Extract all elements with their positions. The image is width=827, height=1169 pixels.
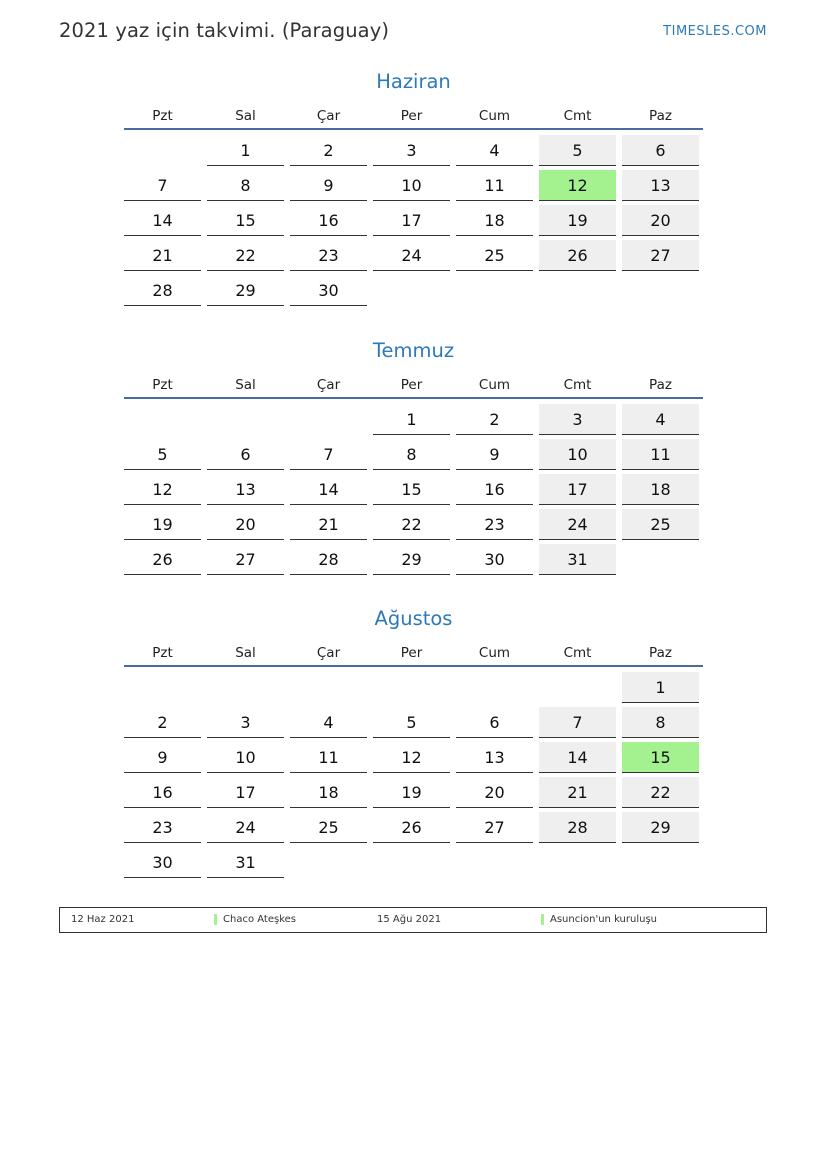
holiday-day-cell: 12 (539, 170, 616, 201)
day-cell: 4 (622, 404, 699, 435)
empty-cell (456, 672, 533, 703)
day-cell: 21 (539, 777, 616, 808)
day-cell: 15 (373, 474, 450, 505)
day-cell: 26 (539, 240, 616, 271)
day-cell: 22 (207, 240, 284, 271)
day-cell: 10 (373, 170, 450, 201)
days-grid (124, 672, 703, 878)
days-grid (124, 404, 703, 575)
day-cell: 11 (622, 439, 699, 470)
weekday-label: Per (400, 377, 423, 393)
weekday-label: Sal (235, 645, 256, 661)
day-cell: 21 (124, 240, 201, 271)
day-cell: 20 (622, 205, 699, 236)
weekday-label: Çar (316, 377, 341, 393)
weekday-label: Pzt (152, 377, 173, 393)
brand-link[interactable]: TIMESLES.COM (663, 24, 767, 39)
day-cell: 3 (207, 707, 284, 738)
weekday-label: Cmt (563, 377, 592, 393)
day-cell: 28 (124, 275, 201, 306)
holiday-marker (214, 914, 217, 925)
day-cell: 5 (373, 707, 450, 738)
legend-date: 12 Haz 2021 (71, 914, 135, 925)
day-cell: 5 (124, 439, 201, 470)
day-cell: 13 (622, 170, 699, 201)
day-cell: 29 (207, 275, 284, 306)
month-title: Temmuz (372, 339, 455, 362)
day-cell: 19 (124, 509, 201, 540)
day-cell: 19 (373, 777, 450, 808)
day-cell: 30 (456, 544, 533, 575)
day-cell: 1 (373, 404, 450, 435)
empty-cell (290, 404, 367, 435)
day-cell: 23 (124, 812, 201, 843)
day-cell: 7 (290, 439, 367, 470)
day-cell: 27 (622, 240, 699, 271)
days-grid (124, 135, 703, 306)
day-cell: 11 (456, 170, 533, 201)
weekday-label: Cum (478, 108, 511, 124)
day-cell: 16 (290, 205, 367, 236)
day-cell: 19 (539, 205, 616, 236)
day-cell: 9 (456, 439, 533, 470)
day-cell: 6 (456, 707, 533, 738)
weekday-label: Çar (316, 645, 341, 661)
legend-holiday-name: Asuncion'un kuruluşu (550, 914, 657, 925)
empty-cell (124, 135, 201, 166)
empty-cell (207, 672, 284, 703)
weekday-label: Çar (316, 108, 341, 124)
day-cell: 12 (373, 742, 450, 773)
weekday-label: Cum (478, 377, 511, 393)
day-cell: 5 (539, 135, 616, 166)
day-cell: 2 (290, 135, 367, 166)
day-cell: 3 (373, 135, 450, 166)
empty-cell (124, 672, 201, 703)
day-cell: 8 (207, 170, 284, 201)
day-cell: 7 (539, 707, 616, 738)
day-cell: 18 (622, 474, 699, 505)
weekday-label: Per (400, 108, 423, 124)
day-cell: 17 (207, 777, 284, 808)
weekday-label: Cmt (563, 108, 592, 124)
day-cell: 1 (207, 135, 284, 166)
day-cell: 4 (290, 707, 367, 738)
holiday-day-cell: 15 (622, 742, 699, 773)
day-cell: 9 (124, 742, 201, 773)
holiday-legend (59, 907, 767, 933)
day-cell: 8 (373, 439, 450, 470)
weekday-label: Pzt (152, 108, 173, 124)
weekday-label: Cmt (563, 645, 592, 661)
day-cell: 13 (207, 474, 284, 505)
day-cell: 17 (539, 474, 616, 505)
day-cell: 21 (290, 509, 367, 540)
weekday-label: Sal (235, 108, 256, 124)
day-cell: 6 (207, 439, 284, 470)
weekday-label: Per (400, 645, 423, 661)
month-august (124, 605, 703, 878)
legend-holiday-name: Chaco Ateşkes (223, 914, 296, 925)
day-cell: 18 (290, 777, 367, 808)
month-july (124, 337, 703, 575)
day-cell: 10 (207, 742, 284, 773)
weekday-label: Paz (649, 645, 672, 661)
day-cell: 25 (456, 240, 533, 271)
day-cell: 25 (622, 509, 699, 540)
day-cell: 27 (456, 812, 533, 843)
empty-cell (124, 404, 201, 435)
day-cell: 12 (124, 474, 201, 505)
day-cell: 15 (207, 205, 284, 236)
day-cell: 31 (539, 544, 616, 575)
day-cell: 22 (622, 777, 699, 808)
weekday-header (124, 641, 703, 667)
weekday-label: Cum (478, 645, 511, 661)
day-cell: 30 (124, 847, 201, 878)
legend-date: 15 Ağu 2021 (377, 914, 442, 925)
weekday-header (124, 104, 703, 130)
empty-cell (373, 672, 450, 703)
weekday-label: Paz (649, 108, 672, 124)
month-june (124, 68, 703, 306)
day-cell: 11 (290, 742, 367, 773)
day-cell: 14 (290, 474, 367, 505)
day-cell: 24 (539, 509, 616, 540)
weekday-label: Sal (235, 377, 256, 393)
day-cell: 16 (124, 777, 201, 808)
day-cell: 3 (539, 404, 616, 435)
day-cell: 9 (290, 170, 367, 201)
day-cell: 8 (622, 707, 699, 738)
month-title: Ağustos (374, 607, 453, 630)
day-cell: 2 (124, 707, 201, 738)
day-cell: 1 (622, 672, 699, 703)
day-cell: 10 (539, 439, 616, 470)
day-cell: 28 (539, 812, 616, 843)
day-cell: 24 (373, 240, 450, 271)
day-cell: 24 (207, 812, 284, 843)
day-cell: 27 (207, 544, 284, 575)
day-cell: 28 (290, 544, 367, 575)
day-cell: 23 (290, 240, 367, 271)
day-cell: 23 (456, 509, 533, 540)
empty-cell (539, 672, 616, 703)
weekday-header (124, 373, 703, 399)
empty-cell (290, 672, 367, 703)
holiday-marker (541, 914, 544, 925)
day-cell: 17 (373, 205, 450, 236)
day-cell: 20 (207, 509, 284, 540)
day-cell: 26 (373, 812, 450, 843)
weekday-label: Paz (649, 377, 672, 393)
month-title: Haziran (376, 70, 451, 93)
day-cell: 14 (124, 205, 201, 236)
day-cell: 14 (539, 742, 616, 773)
day-cell: 13 (456, 742, 533, 773)
page-title: 2021 yaz için takvimi. (Paraguay) (59, 19, 390, 42)
day-cell: 22 (373, 509, 450, 540)
day-cell: 7 (124, 170, 201, 201)
day-cell: 2 (456, 404, 533, 435)
day-cell: 25 (290, 812, 367, 843)
day-cell: 30 (290, 275, 367, 306)
day-cell: 26 (124, 544, 201, 575)
day-cell: 31 (207, 847, 284, 878)
day-cell: 29 (373, 544, 450, 575)
day-cell: 6 (622, 135, 699, 166)
empty-cell (207, 404, 284, 435)
day-cell: 18 (456, 205, 533, 236)
day-cell: 16 (456, 474, 533, 505)
day-cell: 29 (622, 812, 699, 843)
day-cell: 20 (456, 777, 533, 808)
weekday-label: Pzt (152, 645, 173, 661)
day-cell: 4 (456, 135, 533, 166)
